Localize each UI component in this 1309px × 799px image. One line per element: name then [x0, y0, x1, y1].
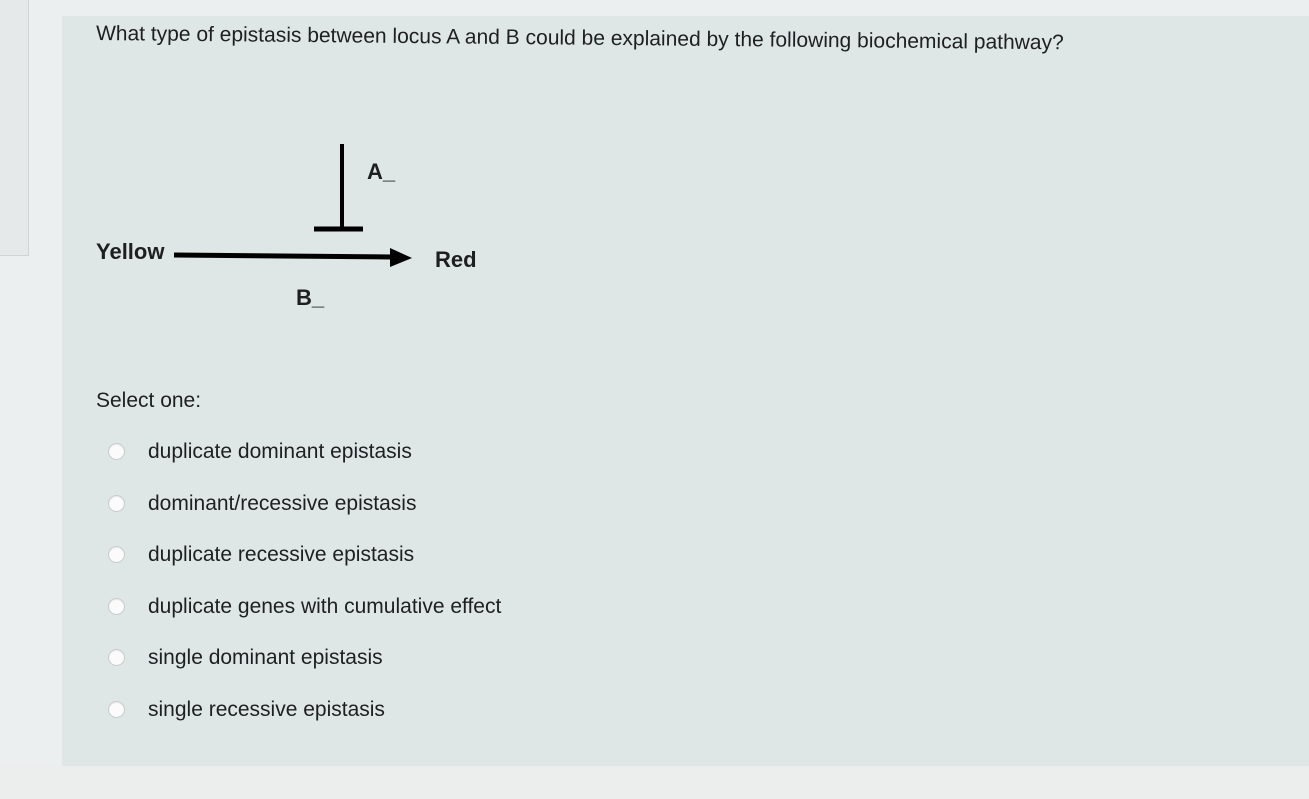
answer-option[interactable]	[108, 696, 628, 748]
locus-a-label: A_	[367, 159, 396, 184]
answer-option-label[interactable]: single recessive epistasis	[148, 697, 385, 721]
answer-option-label[interactable]: duplicate recessive epistasis	[148, 543, 415, 566]
answer-option[interactable]	[108, 593, 628, 645]
answer-option-label[interactable]: dominant/recessive epistasis	[148, 491, 417, 515]
answer-option[interactable]	[108, 490, 628, 542]
radio-button[interactable]	[108, 649, 125, 666]
answer-option[interactable]	[108, 438, 628, 490]
radio-button[interactable]	[108, 546, 125, 563]
answer-option-label[interactable]: duplicate genes with cumulative effect	[148, 594, 502, 618]
pathway-arrowhead	[390, 248, 412, 267]
radio-button[interactable]	[108, 495, 125, 512]
answer-option[interactable]	[108, 541, 628, 593]
answer-option-label[interactable]: duplicate dominant epistasis	[148, 440, 412, 463]
left-panel-edge	[0, 0, 29, 256]
locus-b-label: B_	[296, 285, 325, 310]
red-label: Red	[435, 247, 477, 272]
yellow-label: Yellow	[96, 239, 165, 264]
pathway-diagram	[80, 130, 520, 330]
answer-option-label[interactable]: single dominant epistasis	[148, 646, 383, 669]
question-text: What type of epistasis between locus A and B could be explained by the following biochemical pathway?	[95, 22, 1064, 55]
page-bottom-area	[0, 766, 1309, 799]
radio-button[interactable]	[108, 443, 125, 460]
answer-option[interactable]	[108, 644, 628, 696]
radio-button[interactable]	[108, 701, 125, 718]
radio-button[interactable]	[108, 598, 125, 615]
pathway-arrow-shaft	[174, 255, 392, 257]
select-one-prompt: Select one:	[96, 389, 202, 412]
answer-options	[108, 438, 628, 747]
